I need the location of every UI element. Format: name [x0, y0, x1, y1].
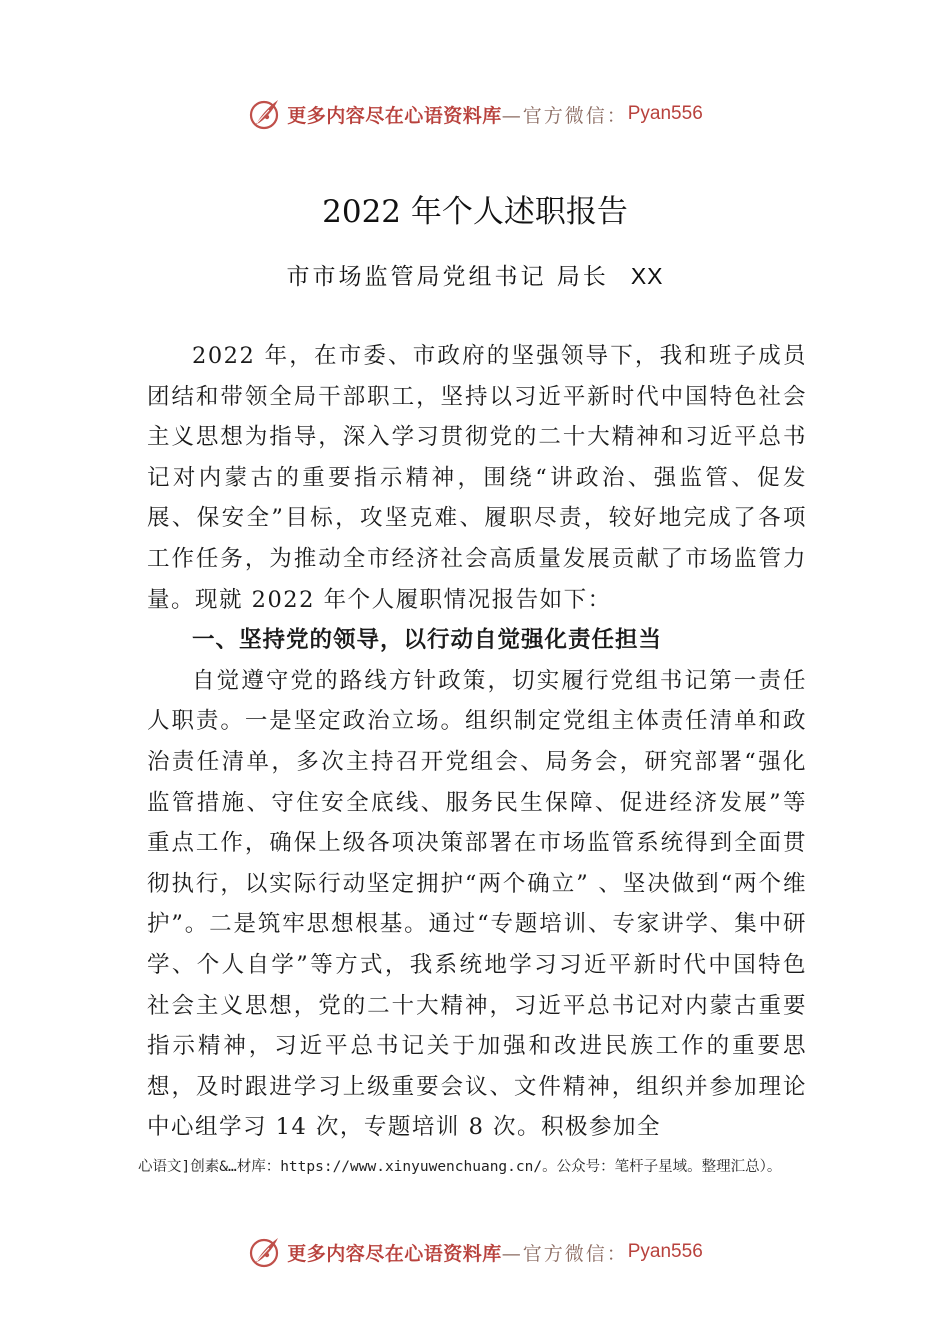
- page-title: 2022 年个人述职报告: [322, 194, 628, 230]
- banner-main-text: 更多内容尽在心语资料库: [287, 104, 502, 127]
- section-paragraph-1: 自觉遵守党的路线方针政策，切实履行党组书记第一责任人职责。一是坚定政治立场。组织制定党组主体责任清单和政治责任清单，多次主持召开党组会、局务会，研究部署“强化监管措施、守住安全底线、服务民生保障、促进经济发展”等重点工作，确保上级各项决策部署在市场监管系统得到全面贯彻执行，以实际行动坚定拥护“两个确立” 、坚决做到“两个维护”。二是筑牢思想根基。通过“专题培训、专家讲学、集中研学、个人自学”等方式，我系统地学习习近平新时代中国特色社会主义思想，党的二十大精神，习近平总书记对内蒙古重要指示精神，习近平总书记关于加强和改进民族工作的重要思想，及时跟进学习上级重要会议、文件精神，组织并参加理论中心组学习 14 次，专题培训 8 次。积极参加全: [147, 667, 807, 1141]
- document-body: [147, 336, 807, 1148]
- feather-pen-logo-icon: [247, 96, 283, 132]
- banner-separator-text: —官方微信：: [501, 1242, 628, 1265]
- author-name: XX: [630, 263, 664, 289]
- author-position: 市市场监管局党组书记 局长: [286, 264, 609, 290]
- intro-paragraph: 2022 年，在市委、市政府的坚强领导下，我和班子成员团结和带领全局干部职工，坚持以习近平新时代中国特色社会主义思想为指导，深入学习贯彻党的二十大精神和习近平总书记对内蒙古的重要指示精神，围绕“讲政治、强监管、促发展、保安全”目标，攻坚克难、履职尽责，较好地完成了各项工作任务，为推动全市经济社会高质量发展贡献了市场监管力量。现就 2022 年个人履职情况报告如下：: [147, 343, 807, 613]
- author-line: [0, 258, 950, 291]
- section-heading-1: 一、坚持党的领导，以行动自觉强化责任担当: [192, 627, 663, 654]
- footer-banner: [0, 1232, 950, 1272]
- banner-separator-text: —官方微信：: [501, 104, 628, 127]
- header-banner: [0, 94, 950, 134]
- banner-wechat-id: Pyan556: [627, 103, 703, 124]
- source-footnote: 心语文]创素&…材库：https://www.xinyuwenchuang.cn/。公众号：笔杆子星域。整理汇总）。: [138, 1159, 782, 1175]
- banner-wechat-id: Pyan556: [627, 1241, 703, 1262]
- feather-pen-logo-icon: [247, 1234, 283, 1270]
- banner-main-text: 更多内容尽在心语资料库: [287, 1242, 502, 1265]
